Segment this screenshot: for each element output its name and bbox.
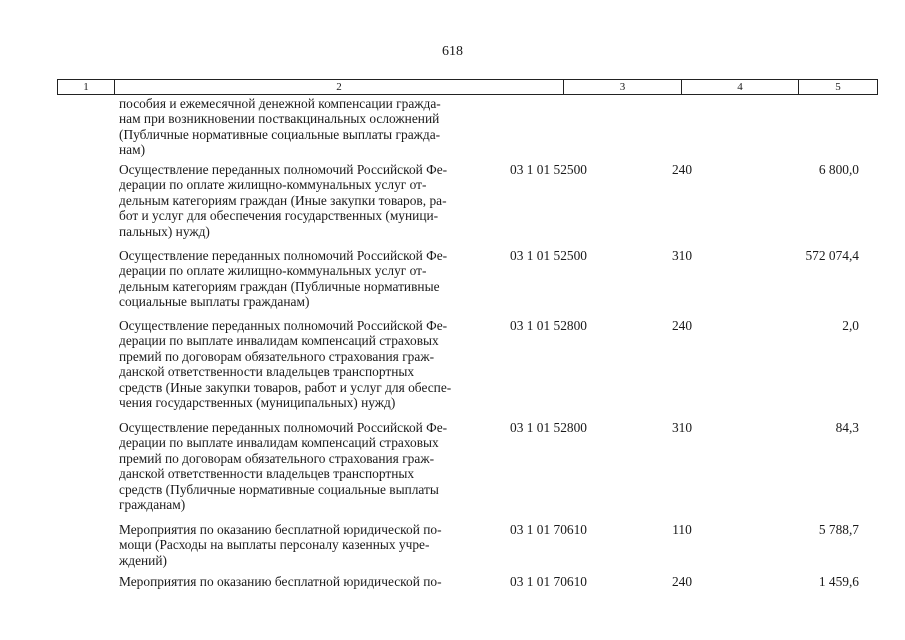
column-header-1: 1 [57,80,114,94]
table-row [0,420,905,522]
page-number: 618 [442,44,463,59]
row-expense-type: 240 [671,574,693,589]
description-line: средств (Иные закупки товаров, работ и услуг для обеспе- [119,379,452,395]
row-description [119,318,496,410]
description-line: Мероприятия по оказанию бесплатной юридической по- [119,574,442,589]
row-code: 03 1 01 52500 [510,162,587,177]
row-description [119,574,496,589]
row-description [119,420,496,512]
description-line: Осуществление переданных полномочий Российской Фе- [119,248,448,263]
description-line: данской ответственности владельцев транспортных [119,466,415,482]
description-line: данской ответственности владельцев транспортных [119,364,415,380]
row-expense-type: 310 [671,420,693,435]
description-line: пальных) нужд) [119,223,210,239]
description-line: гражданам) [119,497,186,513]
row-expense-type: 310 [671,248,693,263]
table-row [0,574,905,594]
row-description [119,248,496,310]
description-line: нам при возникновении поствакцинальных осложнений [119,111,440,127]
row-description [119,96,496,158]
table-row [0,96,905,162]
description-line: дерации по выплате инвалидам компенсаций страховых [119,435,439,451]
description-line: Осуществление переданных полномочий Российской Фе- [119,318,448,333]
description-line: дерации по оплате жилищно-коммунальных услуг от- [119,263,427,279]
row-expense-type: 240 [671,318,693,333]
column-header-4: 4 [681,80,798,94]
column-header-3: 3 [563,80,681,94]
description-line: мощи (Расходы на выплаты персоналу казенных учре- [119,537,430,553]
row-amount: 84,3 [835,420,859,435]
column-header-2: 2 [114,80,563,94]
description-line: премий по договорам обязательного страхования граж- [119,348,435,364]
row-description [119,162,496,239]
row-amount: 572 074,4 [805,248,859,263]
row-code: 03 1 01 70610 [510,522,587,537]
description-line: дельным категориям граждан (Иные закупки товаров, ра- [119,192,447,208]
table-row [0,318,905,420]
description-line: дерации по оплате жилищно-коммунальных услуг от- [119,177,427,193]
table-row [0,248,905,318]
description-line: дерации по выплате инвалидам компенсаций страховых [119,333,439,349]
row-code: 03 1 01 70610 [510,574,587,589]
description-line: пособия и ежемесячной денежной компенсации гражда- [119,96,441,111]
description-line: (Публичные нормативные социальные выплаты гражда- [119,126,441,142]
table-row [0,522,905,574]
description-line: Осуществление переданных полномочий Российской Фе- [119,162,448,177]
description-line: Осуществление переданных полномочий Российской Фе- [119,420,448,435]
row-amount: 5 788,7 [818,522,859,537]
table-header [57,79,878,95]
description-line: Мероприятия по оказанию бесплатной юридической по- [119,522,442,537]
description-line: бот и услуг для обеспечения государственных (муници- [119,208,439,224]
description-line: чения государственных (муниципальных) нужд) [119,395,396,411]
description-line: социальные выплаты гражданам) [119,294,310,310]
row-amount: 2,0 [842,318,859,333]
row-expense-type: 110 [672,522,692,537]
row-code: 03 1 01 52500 [510,248,587,263]
description-line: дельным категориям граждан (Публичные нормативные [119,278,440,294]
row-code: 03 1 01 52800 [510,420,587,435]
description-line: премий по договорам обязательного страхования граж- [119,450,435,466]
row-code: 03 1 01 52800 [510,318,587,333]
column-header-5: 5 [798,80,878,94]
row-description [119,522,496,568]
row-amount: 6 800,0 [818,162,859,177]
table-body [0,96,905,594]
description-line: ждений) [119,552,167,568]
description-line: средств (Публичные нормативные социальные выплаты [119,481,439,497]
row-expense-type: 240 [671,162,693,177]
description-line: нам) [119,142,146,158]
row-amount: 1 459,6 [818,574,859,589]
table-row [0,162,905,248]
